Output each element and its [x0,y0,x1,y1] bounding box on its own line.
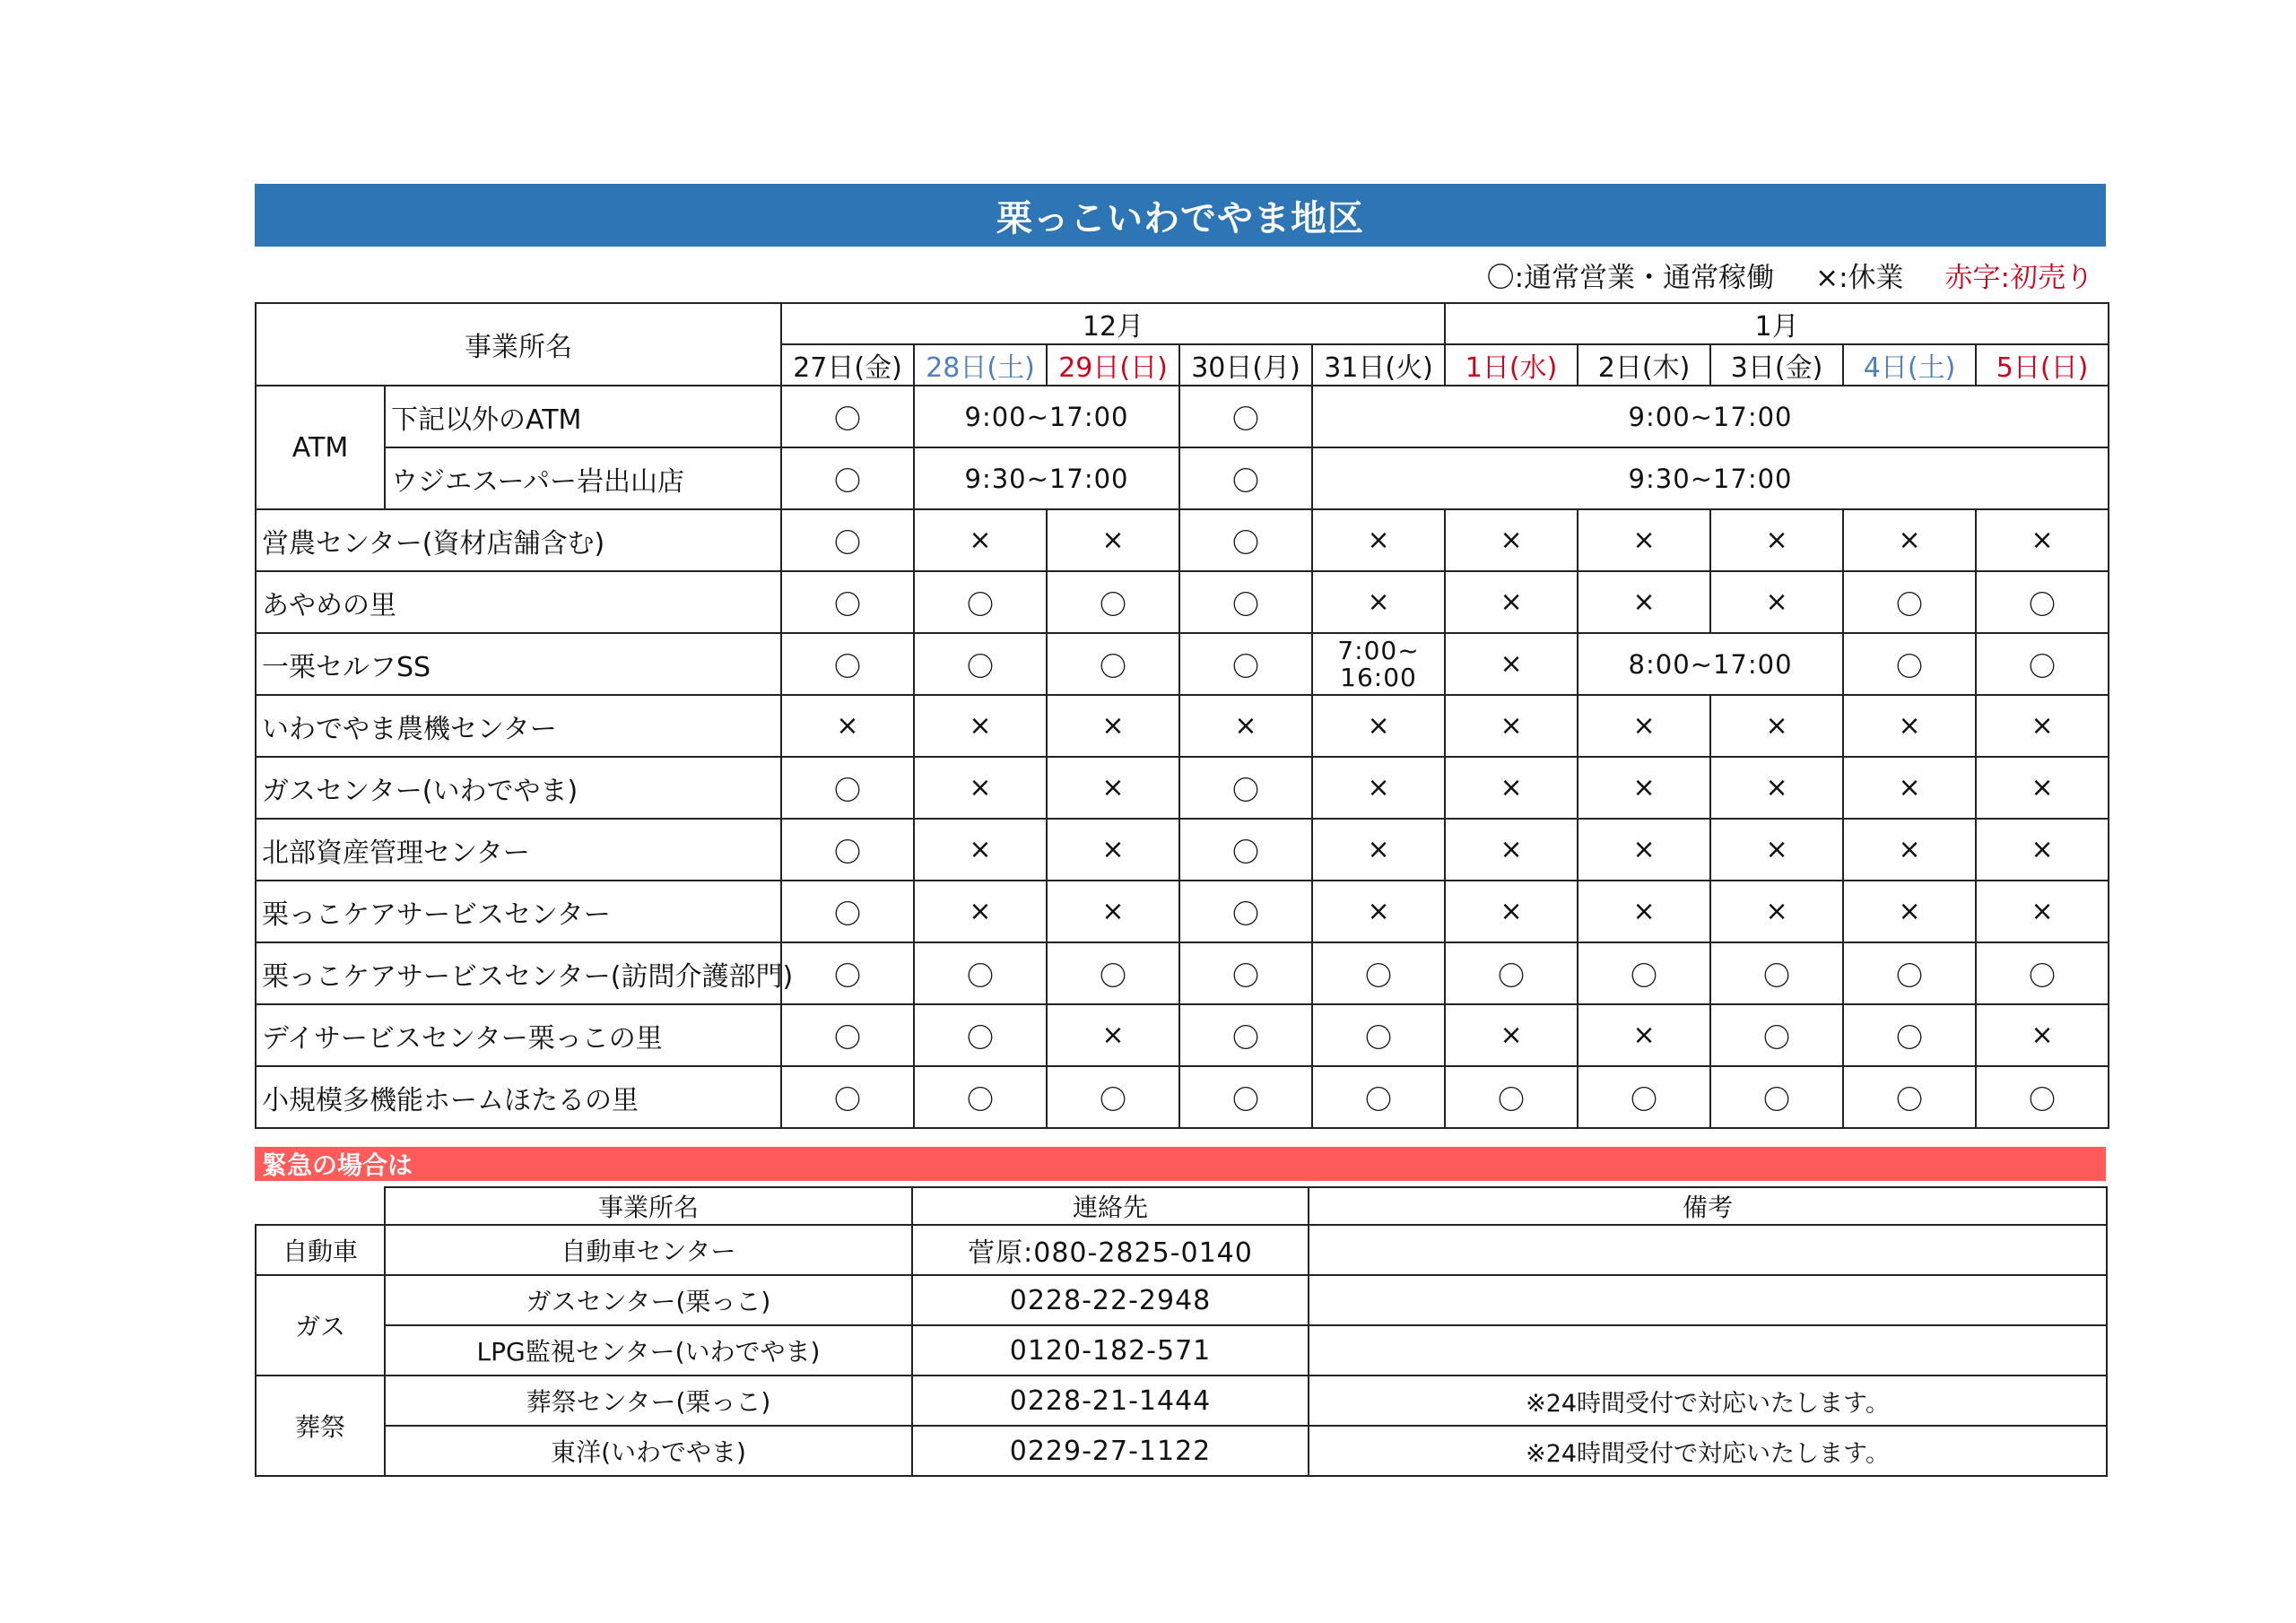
status-cell: 〇 [1710,1004,1843,1066]
status-cell: 〇 [781,881,914,942]
table-row [256,1275,2107,1325]
status-cell: × [1047,757,1179,819]
status-cell: 〇 [1843,633,1976,695]
status-cell: 〇 [1179,1066,1312,1128]
status-cell: 〇 [781,633,914,695]
note-cell [1309,1225,2107,1275]
table-row [256,942,2109,1004]
status-cell: × [1843,819,1976,881]
table-row [256,881,2109,942]
status-cell: × [1710,757,1843,819]
page [255,184,2106,1477]
status-cell: × [1312,881,1445,942]
table-row [256,509,2109,571]
status-cell: × [1843,881,1976,942]
category-cell: ガス [256,1275,385,1376]
status-cell: × [1445,1004,1578,1066]
row-name: 下記以外のATM [385,386,781,447]
status-cell: × [1179,695,1312,757]
date-header: 28日(土) [914,344,1047,386]
table-row [256,1066,2109,1128]
status-cell: × [1047,1004,1179,1066]
status-cell: 〇 [1578,1066,1710,1128]
status-cell: × [1445,757,1578,819]
status-cell: × [1710,571,1843,633]
row-name: 一栗セルフSS [256,633,781,695]
status-cell: 〇 [1179,571,1312,633]
status-cell: × [914,819,1047,881]
hours-cell: 9:00~17:00 [1312,386,2109,447]
date-header: 27日(金) [781,344,914,386]
table-row [256,571,2109,633]
status-cell: × [1578,509,1710,571]
status-cell: 〇 [781,819,914,881]
status-cell: × [1312,819,1445,881]
status-cell: 〇 [1578,942,1710,1004]
hours-cell: 8:00~17:00 [1578,633,1843,695]
status-cell: × [1578,695,1710,757]
legend-closed: ×:休業 [1815,261,1904,294]
status-cell: 〇 [1179,942,1312,1004]
status-cell: 〇 [1179,757,1312,819]
date-header: 31日(火) [1312,344,1445,386]
page-title: 栗っこいわでやま地区 [255,184,2106,247]
row-name: 北部資産管理センター [256,819,781,881]
office-cell: 葬祭センター(栗っこ) [385,1376,912,1426]
status-cell: 〇 [1312,1066,1445,1128]
status-cell: × [914,881,1047,942]
status-cell: × [1710,881,1843,942]
status-cell: 〇 [1976,633,2109,695]
contact-header: 連絡先 [912,1187,1309,1225]
status-cell: 〇 [781,757,914,819]
status-cell: × [1710,819,1843,881]
emergency-heading: 緊急の場合は [255,1147,2106,1181]
hours-cell: 9:30~17:00 [1312,447,2109,509]
date-header: 4日(土) [1843,344,1976,386]
status-cell: × [1976,509,2109,571]
status-cell: 〇 [1179,447,1312,509]
contact-cell: 0228-21-1444 [912,1376,1309,1426]
status-cell: × [1047,881,1179,942]
status-cell: × [1047,819,1179,881]
office-cell: ガスセンター(栗っこ) [385,1275,912,1325]
status-cell: 〇 [1312,1004,1445,1066]
emergency-table [255,1186,2108,1477]
row-name: 栗っこケアサービスセンター(訪問介護部門) [256,942,781,1004]
status-cell: × [914,757,1047,819]
status-cell: × [1445,571,1578,633]
status-cell: × [1445,695,1578,757]
status-cell: 〇 [1179,386,1312,447]
month-december: 12月 [781,303,1445,344]
atm-group-label: ATM [256,386,385,509]
category-cell: 自動車 [256,1225,385,1275]
status-cell: 〇 [914,571,1047,633]
note-cell: ※24時間受付で対応いたします。 [1309,1376,2107,1426]
status-cell: 〇 [1445,942,1578,1004]
status-cell: 〇 [781,1004,914,1066]
row-name: 栗っこケアサービスセンター [256,881,781,942]
status-cell: × [1843,757,1976,819]
status-cell: × [1976,1004,2109,1066]
month-january: 1月 [1445,303,2109,344]
row-name: デイサービスセンター栗っこの里 [256,1004,781,1066]
status-cell: 〇 [1843,1066,1976,1128]
status-cell: 〇 [1179,881,1312,942]
status-cell: 〇 [1843,942,1976,1004]
status-cell: 〇 [781,942,914,1004]
status-cell: 〇 [914,1066,1047,1128]
status-cell: 〇 [1047,633,1179,695]
table-row [256,1426,2107,1476]
status-cell: 〇 [1047,571,1179,633]
status-cell: × [1578,571,1710,633]
hours-cell [1312,633,1445,695]
status-cell: 〇 [914,942,1047,1004]
status-cell: × [1578,1004,1710,1066]
status-cell: 〇 [1179,633,1312,695]
status-cell: 〇 [1445,1066,1578,1128]
date-header: 3日(金) [1710,344,1843,386]
status-cell: × [1312,509,1445,571]
status-cell: 〇 [1843,1004,1976,1066]
table-row [256,757,2109,819]
date-header: 5日(日) [1976,344,2109,386]
note-cell [1309,1275,2107,1325]
office-cell: 東洋(いわでやま) [385,1426,912,1476]
status-cell: 〇 [781,571,914,633]
row-name: ガスセンター(いわでやま) [256,757,781,819]
row-name: いわでやま農機センター [256,695,781,757]
schedule-table [255,302,2109,1129]
date-header: 30日(月) [1179,344,1312,386]
table-row [256,1225,2107,1275]
status-cell: × [1976,819,2109,881]
date-header: 2日(木) [1578,344,1710,386]
status-cell: 〇 [1976,1066,2109,1128]
status-cell: × [1312,757,1445,819]
hours-cell: 9:30~17:00 [914,447,1179,509]
status-cell: × [1843,509,1976,571]
status-cell: × [1710,509,1843,571]
hours-start: 7:00~ [1337,635,1420,665]
office-header: 事業所名 [385,1187,912,1225]
status-cell: × [914,509,1047,571]
status-cell: × [1578,757,1710,819]
status-cell: × [1047,695,1179,757]
status-cell: 〇 [1976,942,2109,1004]
table-row [256,695,2109,757]
row-name: ウジエスーパー岩出山店 [385,447,781,509]
status-cell: × [781,695,914,757]
note-cell: ※24時間受付で対応いたします。 [1309,1426,2107,1476]
status-cell: 〇 [1976,571,2109,633]
status-cell: 〇 [1710,942,1843,1004]
contact-cell: 菅原:080-2825-0140 [912,1225,1309,1275]
status-cell: × [1976,757,2109,819]
status-cell: 〇 [1179,509,1312,571]
status-cell: 〇 [914,1004,1047,1066]
status-cell: 〇 [1179,819,1312,881]
table-row [256,386,2109,447]
status-cell: 〇 [781,386,914,447]
note-cell [1309,1325,2107,1376]
status-cell: × [1976,695,2109,757]
status-cell: × [1843,695,1976,757]
status-cell: × [1047,509,1179,571]
table-row [256,1004,2109,1066]
contact-cell: 0120-182-571 [912,1325,1309,1376]
status-cell: 〇 [1047,942,1179,1004]
status-cell: × [1445,819,1578,881]
table-row [256,633,2109,695]
hours-end: 16:00 [1340,662,1417,692]
status-cell: × [1445,509,1578,571]
date-header: 29日(日) [1047,344,1179,386]
contact-cell: 0228-22-2948 [912,1275,1309,1325]
row-name: あやめの里 [256,571,781,633]
hours-cell: 9:00~17:00 [914,386,1179,447]
status-cell: 〇 [781,1066,914,1128]
date-header: 1日(水) [1445,344,1578,386]
row-name: 小規模多機能ホームほたるの里 [256,1066,781,1128]
status-cell: × [1578,881,1710,942]
table-row [256,1376,2107,1426]
table-row [256,447,2109,509]
legend-red-note: 赤字:初売り [1944,261,2093,294]
status-cell: × [1445,881,1578,942]
table-row [256,1325,2107,1376]
status-cell: 〇 [1047,1066,1179,1128]
status-cell: × [1710,695,1843,757]
row-name: 営農センター(資材店舗含む) [256,509,781,571]
status-cell: × [1312,695,1445,757]
blank-header [256,1187,385,1225]
status-cell: × [1312,571,1445,633]
status-cell: 〇 [781,447,914,509]
status-cell: 〇 [914,633,1047,695]
status-cell: 〇 [1312,942,1445,1004]
status-cell: × [1578,819,1710,881]
office-cell: LPG監視センター(いわでやま) [385,1325,912,1376]
status-cell: 〇 [1710,1066,1843,1128]
note-header: 備考 [1309,1187,2107,1225]
category-cell: 葬祭 [256,1376,385,1476]
office-cell: 自動車センター [385,1225,912,1275]
status-cell: 〇 [1179,1004,1312,1066]
status-cell: × [914,695,1047,757]
table-row [256,819,2109,881]
legend-open: 〇:通常営業・通常稼働 [1486,261,1775,294]
status-cell: 〇 [781,509,914,571]
status-cell: × [1976,881,2109,942]
contact-cell: 0229-27-1122 [912,1426,1309,1476]
office-name-header: 事業所名 [256,303,781,386]
status-cell: × [1445,633,1578,695]
status-cell: 〇 [1843,571,1976,633]
legend [255,247,2106,302]
